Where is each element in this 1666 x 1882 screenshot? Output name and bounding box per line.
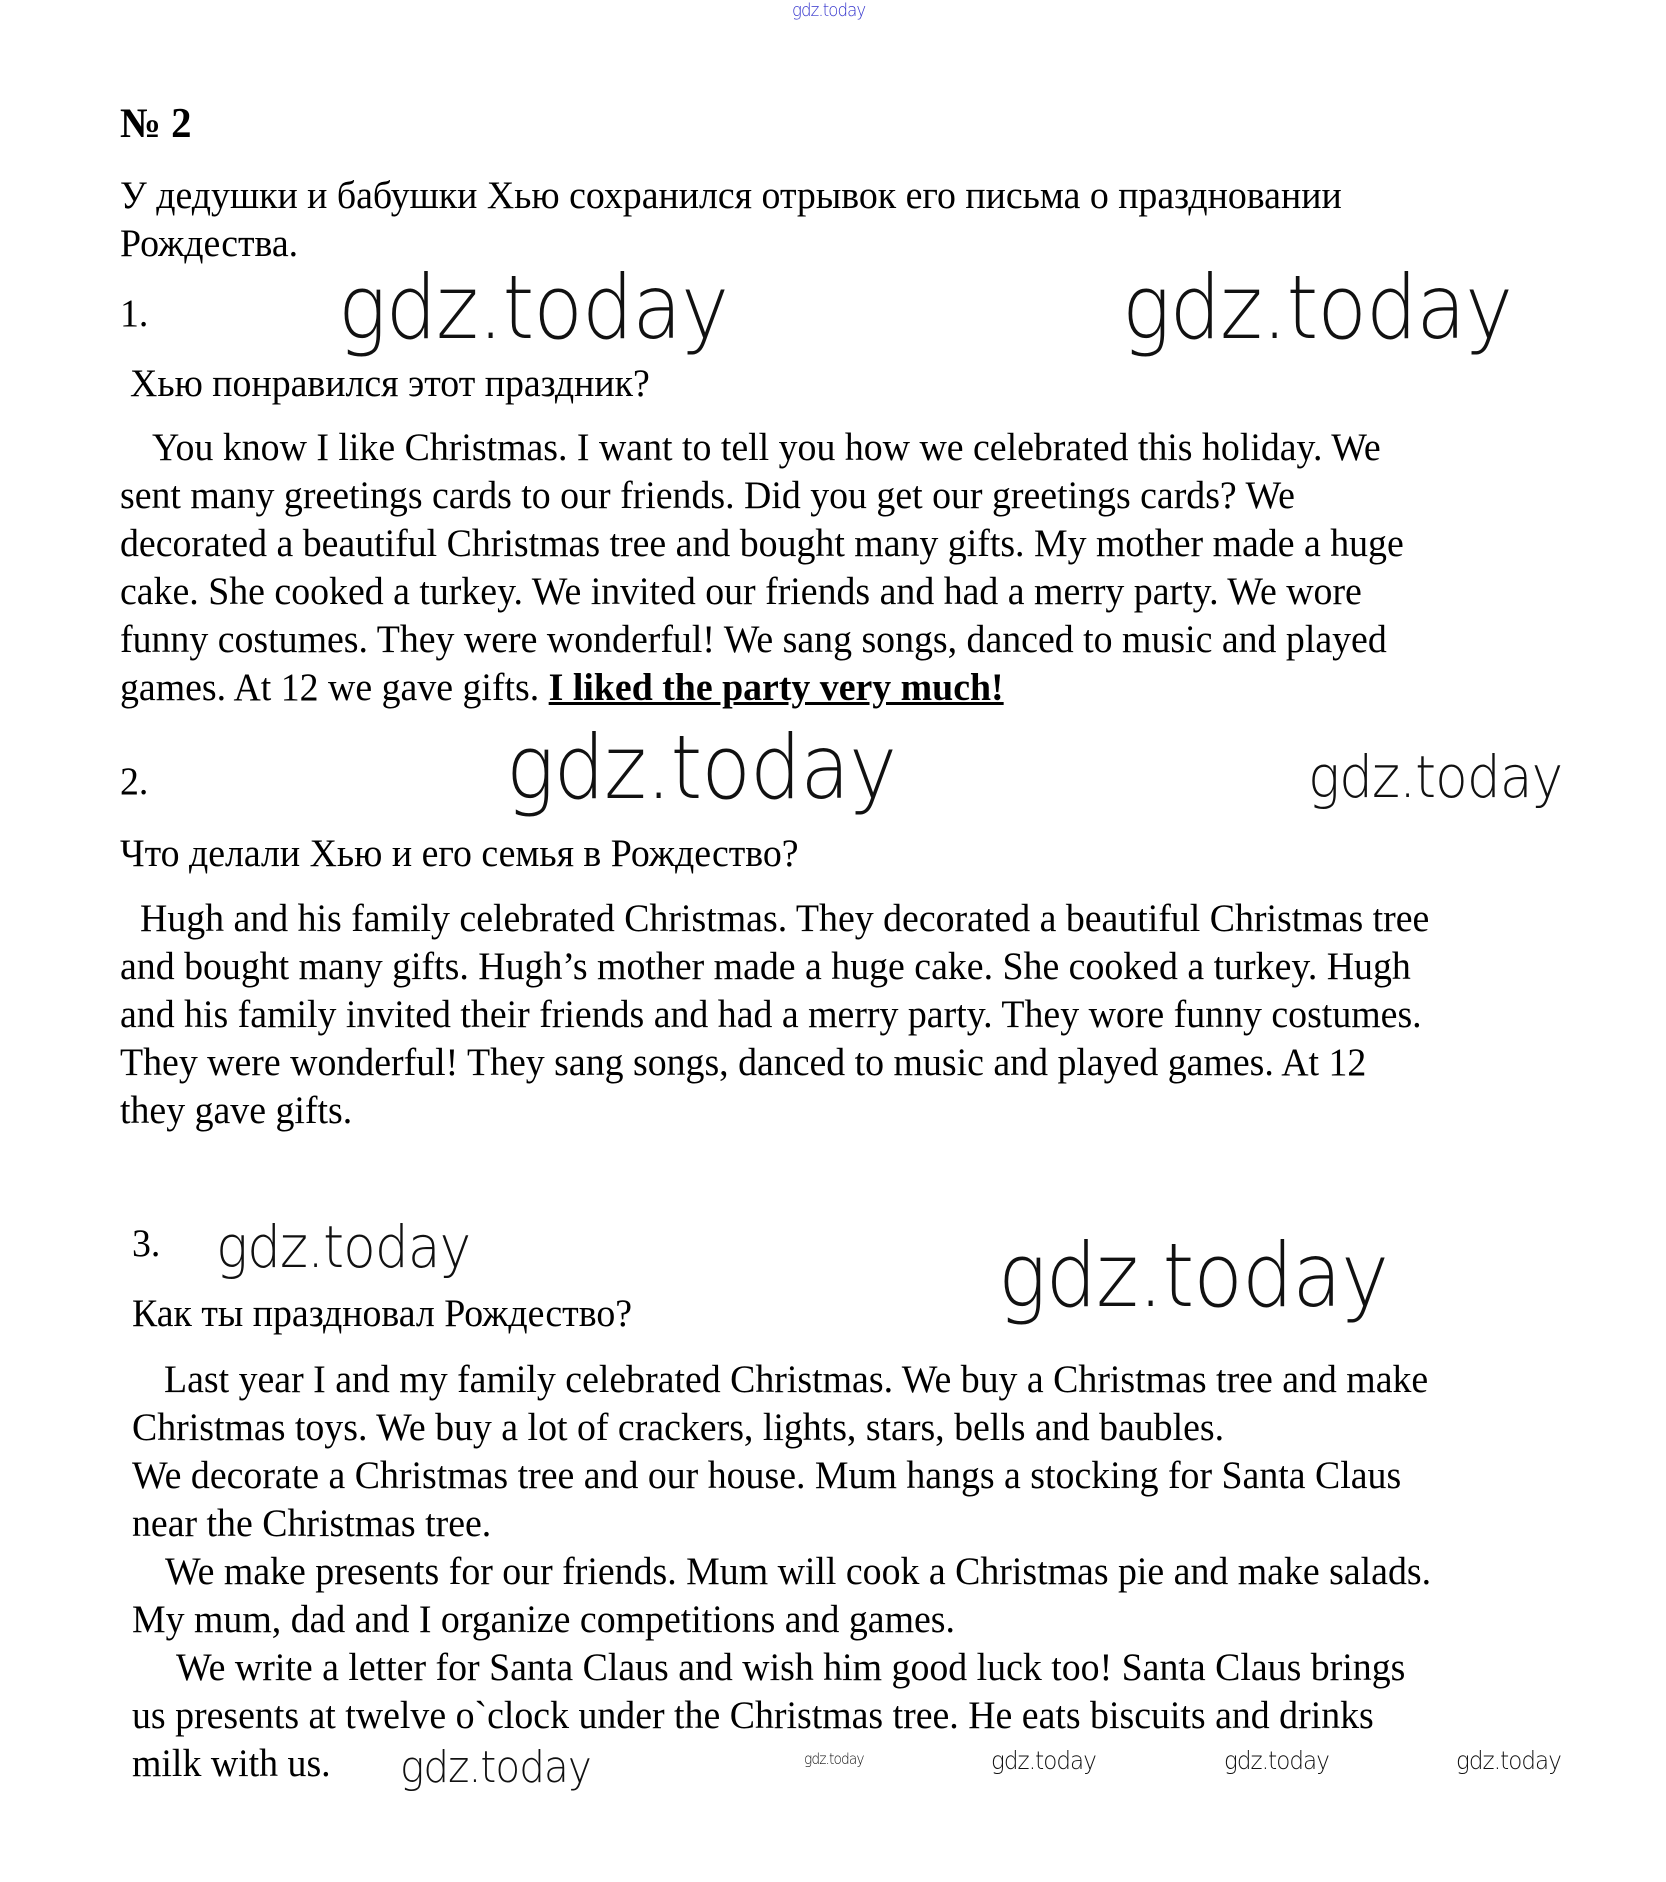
text-line: and bought many gifts. Hugh’s mother made a huge cake. She cooked a turkey. Hugh [120,945,1411,988]
watermark: gdz.today [1456,1746,1561,1775]
intro-line: Рождества. [120,222,299,265]
text-line: and his family invited their friends and had a merry party. They wore funny costumes. [120,993,1422,1036]
task-number: № 2 [120,101,192,147]
intro-line: У дедушки и бабушки Хью сохранился отрывок его письма о праздновании [120,174,1342,217]
text-line: funny costumes. They were wonderful! We sang songs, danced to music and played [120,618,1387,661]
header-watermark: gdz.today [792,0,866,21]
watermark: gdz.today [991,1746,1096,1775]
text-line: You know I like Christmas. I want to tell you how we celebrated this holiday. We [152,426,1381,469]
text-line: milk with us. [132,1742,331,1785]
watermark: gdz.today [1224,1746,1329,1775]
text-line: cake. She cooked a turkey. We invited our friends and had a merry party. We wore [120,570,1362,613]
section-number: 3. [132,1222,161,1265]
text-line: they gave gifts. [120,1089,353,1132]
text-line: sent many greetings cards to our friends. Did you get our greetings cards? We [120,474,1295,517]
section-question: Что делали Хью и его семья в Рождество? [120,832,799,875]
watermark: gdz.today [1122,256,1513,359]
text-line: us presents at twelve o`clock under the Christmas tree. He eats biscuits and drinks [132,1694,1374,1737]
text-line-start: games. At 12 we gave gifts. [120,666,540,709]
text-line: My mum, dad and I organize competitions and games. [132,1598,955,1641]
section-number: 2. [120,760,149,803]
text-line: They were wonderful! They sang songs, danced to music and played games. At 12 [120,1041,1367,1084]
watermark: gdz.today [338,256,729,359]
watermark: gdz.today [1308,743,1563,811]
text-line: Last year I and my family celebrated Christmas. We buy a Christmas tree and make [164,1358,1429,1401]
section-question: Хью понравился этот праздник? [130,362,650,405]
text-line: Hugh and his family celebrated Christmas. They decorated a beautiful Christmas tree [140,897,1430,940]
section-question: Как ты праздновал Рождество? [132,1292,633,1335]
section-number: 1. [120,292,149,335]
text-line: We make presents for our friends. Mum will cook a Christmas pie and make salads. [165,1550,1432,1593]
watermark: gdz.today [216,1213,471,1281]
text-line: We write a letter for Santa Claus and wish him good luck too! Santa Claus brings [176,1646,1406,1689]
text-line: We decorate a Christmas tree and our house. Mum hangs a stocking for Santa Claus [132,1454,1402,1497]
text-line: near the Christmas tree. [132,1502,492,1545]
text-line: Christmas toys. We buy a lot of crackers, lights, stars, bells and baubles. [132,1406,1225,1449]
text-line [120,664,1004,712]
watermark: gdz.today [998,1224,1389,1327]
text-line: decorated a beautiful Christmas tree and bought many gifts. My mother made a huge [120,522,1404,565]
watermark: gdz.today [506,716,897,819]
watermark: gdz.today [400,1742,591,1793]
answer-highlight: I liked the party very much! [548,666,1004,709]
watermark: gdz.today [804,1750,864,1768]
